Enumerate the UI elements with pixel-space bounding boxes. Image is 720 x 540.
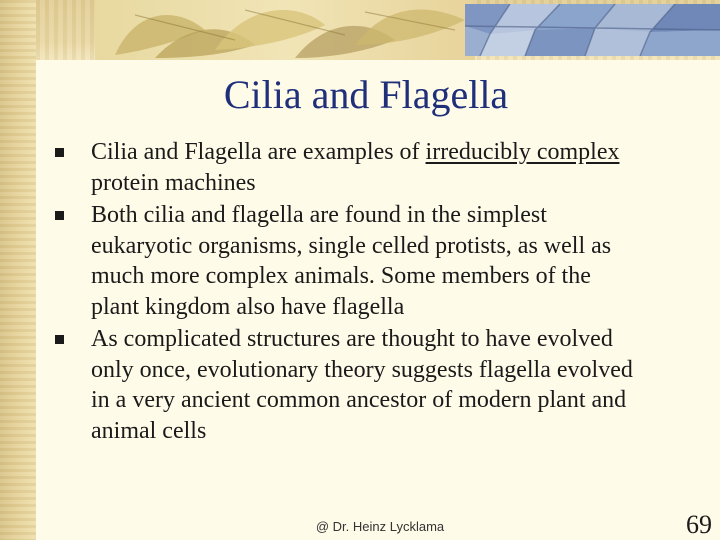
bullet-item (52, 324, 642, 446)
page-number: 69 (686, 510, 712, 539)
square-bullet-icon (55, 335, 64, 344)
bullet-underlined-text: irreducibly complex (425, 139, 620, 165)
footer-credit: @ Dr. Heinz Lycklama (315, 519, 445, 534)
bullet-text: As complicated structures are thought to have evolved only once, evolutionary theory suggests flagella evolved in a very ancient common ancestor of modern plant and animal cells (91, 326, 633, 444)
leaf-banner-image (95, 0, 475, 60)
left-border-strip (0, 0, 36, 540)
bullet-text-before: Cilia and Flagella are examples of (91, 139, 426, 165)
square-bullet-icon (55, 211, 64, 220)
bullet-list (52, 137, 642, 448)
slide-title: Cilia and Flagella (223, 72, 509, 117)
stained-glass-banner-image (465, 4, 720, 56)
bullet-text: Both cilia and flagella are found in the simplest eukaryotic organisms, single celled protists, as well as much more complex animals. Some members of the plant kingdom also have flagella (91, 202, 612, 320)
square-bullet-icon (55, 148, 64, 157)
bullet-text-after: protein machines (91, 169, 256, 196)
bullet-item (52, 200, 642, 322)
bullet-item (52, 137, 642, 198)
